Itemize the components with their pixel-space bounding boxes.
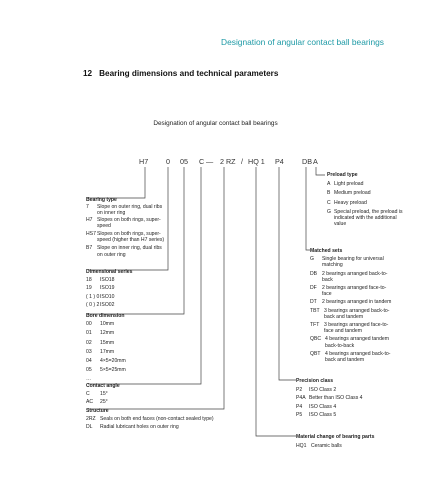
item-key: DF — [310, 285, 317, 292]
list-item — [86, 340, 166, 346]
item-text: 4 bearings arranged back-to-back and tandem — [325, 350, 391, 364]
item-key: C — [86, 391, 90, 398]
contact-angle-heading: Contact angle — [86, 383, 120, 389]
code-part-bore: 05 — [180, 157, 188, 166]
precision-class-block — [296, 378, 396, 418]
item-text: Slope on inner ring, dual ribs on outer ring — [97, 245, 162, 258]
list-item — [310, 322, 392, 334]
line-precision — [279, 167, 296, 380]
list-item — [86, 217, 166, 229]
list-item — [310, 256, 392, 268]
code-part-type: H7 — [139, 157, 149, 166]
line-material — [256, 167, 296, 436]
item-key: QBT — [310, 350, 321, 357]
item-text: Better than ISO Class 4 — [309, 395, 363, 402]
code-part-material: HQ 1 — [248, 157, 265, 166]
item-key: 05 — [86, 367, 92, 374]
item-text: ISO10 — [100, 293, 115, 300]
list-item — [86, 416, 266, 422]
item-text: Slopes on both rings, super-speed (higher than H7 series) — [97, 231, 165, 244]
list-item — [86, 349, 166, 355]
line-matched-sets — [306, 167, 310, 250]
contact-angle-block — [86, 383, 166, 406]
item-text: Heavy preload — [334, 199, 367, 206]
list-item — [86, 376, 166, 382]
list-item — [296, 412, 396, 418]
item-text: Slopes on both rings, super-speed — [97, 216, 161, 229]
structure-block — [86, 408, 266, 431]
item-key: ( 0 ) 2 — [86, 301, 100, 308]
list-item — [310, 351, 392, 363]
item-text: ISO Class 4 — [309, 403, 337, 410]
item-text: Light preload — [334, 181, 364, 188]
item-text: 2 bearings arranged in tandem — [322, 299, 392, 306]
item-text: 4 bearings arranged tandem back-to-back — [325, 336, 389, 349]
page-header-title: Designation of angular contact ball bearings — [221, 37, 384, 47]
item-key: QBC — [310, 336, 322, 343]
code-part-structure: 2 RZ — [220, 157, 236, 166]
item-text: 4×5=20mm — [100, 358, 126, 365]
item-text: 3 bearings arranged back-to-back and tandem — [324, 307, 390, 320]
list-item — [327, 181, 407, 187]
item-key: A — [327, 181, 331, 188]
item-text: 15° — [100, 391, 108, 398]
line-bearing-type — [88, 167, 145, 198]
item-text: 5×5=25mm — [100, 367, 126, 374]
list-item — [86, 277, 166, 283]
list-item — [86, 367, 166, 373]
list-item — [86, 285, 166, 291]
list-item — [86, 302, 166, 308]
item-text: Slope on outer ring, dual ribs on inner ring — [97, 204, 163, 217]
list-item — [296, 395, 396, 401]
item-key: TFT — [310, 322, 320, 329]
item-key: 18 — [86, 277, 92, 284]
item-text: Radial lubricant holes on outer ring — [100, 424, 179, 431]
list-item — [310, 336, 392, 348]
code-part-dash: — — [206, 157, 214, 166]
code-part-precision: P4 — [275, 157, 284, 166]
item-text: ISO Class 2 — [309, 387, 337, 394]
code-part-matched: DB — [302, 157, 312, 166]
material-block — [296, 434, 406, 449]
item-text: 2 bearings arranged face-to-face — [322, 285, 387, 298]
item-key: P4 — [296, 403, 303, 410]
list-item — [86, 245, 166, 257]
item-text: ISO02 — [100, 301, 115, 308]
section-title-text: Bearing dimensions and technical parameters — [99, 69, 279, 78]
preload-type-block — [327, 172, 407, 227]
list-item — [86, 294, 166, 300]
item-text: Special preload, the preload is indicated with the additional value — [334, 208, 403, 228]
structure-heading: Structure — [86, 408, 109, 414]
item-text: 25° — [100, 399, 108, 406]
bore-dimension-heading: Bore dimension — [86, 313, 125, 319]
list-item — [310, 308, 392, 320]
item-key: H7 — [86, 216, 93, 223]
item-key: P5 — [296, 411, 303, 418]
list-item — [296, 387, 396, 393]
item-key: HS7 — [86, 231, 96, 238]
item-key: DL — [86, 424, 93, 431]
list-item — [86, 358, 166, 364]
dimensional-series-heading: Dimensional series — [86, 269, 133, 275]
item-text: Single bearing for universal matching — [322, 256, 384, 269]
bore-dimension-block — [86, 313, 166, 383]
item-key: 01 — [86, 330, 92, 337]
item-key: TBT — [310, 307, 320, 314]
item-key: 2RZ — [86, 416, 96, 423]
item-key: B7 — [86, 245, 93, 252]
item-key: AC — [86, 399, 94, 406]
list-item — [86, 391, 166, 397]
item-text: 12mm — [100, 330, 115, 337]
item-key: … — [86, 376, 92, 383]
item-text: Ceramic balls — [311, 443, 342, 450]
code-part-slash: / — [241, 157, 243, 166]
list-item — [86, 321, 166, 327]
list-item — [310, 285, 392, 297]
list-item — [296, 404, 396, 410]
item-key: 19 — [86, 285, 92, 292]
preload-type-heading: Preload type — [327, 172, 358, 178]
dimensional-series-block — [86, 269, 166, 308]
list-item — [86, 330, 166, 336]
item-key: 00 — [86, 321, 92, 328]
material-heading: Material change of bearing parts — [296, 434, 375, 440]
list-item — [296, 443, 406, 449]
item-text: 3 bearings arranged face-to-face and tandem — [324, 322, 389, 335]
list-item — [327, 209, 407, 228]
item-key: G — [327, 208, 331, 215]
code-part-contact-angle: C — [199, 157, 205, 166]
list-item — [327, 190, 407, 196]
code-part-preload: A — [313, 157, 318, 166]
list-item — [327, 200, 407, 206]
item-text: ISO Class 5 — [309, 411, 337, 418]
item-text: 2 bearings arranged back-to-back — [322, 270, 388, 283]
bearing-type-heading: Bearing type — [86, 197, 117, 203]
list-item — [86, 204, 166, 216]
section-number: 12 — [83, 69, 93, 78]
item-text: Seals on both end faces (non-contact sealed type) — [100, 416, 214, 423]
code-part-dimensional: 0 — [166, 157, 170, 166]
item-key: HQ1 — [296, 443, 307, 450]
item-key: B — [327, 190, 331, 197]
item-text: 10mm — [100, 321, 115, 328]
item-text: 17mm — [100, 348, 115, 355]
item-key: 7 — [86, 204, 89, 211]
line-preload — [316, 167, 325, 175]
item-key: DT — [310, 299, 317, 306]
item-key: P2 — [296, 387, 303, 394]
item-key: 03 — [86, 348, 92, 355]
item-key: DB — [310, 270, 318, 277]
list-item — [86, 399, 166, 405]
list-item — [86, 424, 266, 430]
matched-sets-block — [310, 248, 392, 363]
item-key: P4A — [296, 395, 306, 402]
precision-class-heading: Precision class — [296, 378, 334, 384]
item-key: G — [310, 256, 314, 263]
item-text: Medium preload — [334, 190, 371, 197]
item-text: ISO18 — [100, 277, 115, 284]
item-key: C — [327, 199, 331, 206]
list-item — [310, 299, 392, 305]
item-text: ISO19 — [100, 285, 115, 292]
item-text: 15mm — [100, 339, 115, 346]
matched-sets-heading: Matched sets — [310, 248, 343, 254]
item-key: 04 — [86, 358, 92, 365]
item-key: ( 1 ) 0 — [86, 293, 100, 300]
list-item — [310, 271, 392, 283]
bearing-type-block — [86, 197, 166, 258]
diagram-title: Designation of angular contact ball bearings — [153, 120, 278, 127]
list-item — [86, 231, 166, 243]
item-key: 02 — [86, 339, 92, 346]
